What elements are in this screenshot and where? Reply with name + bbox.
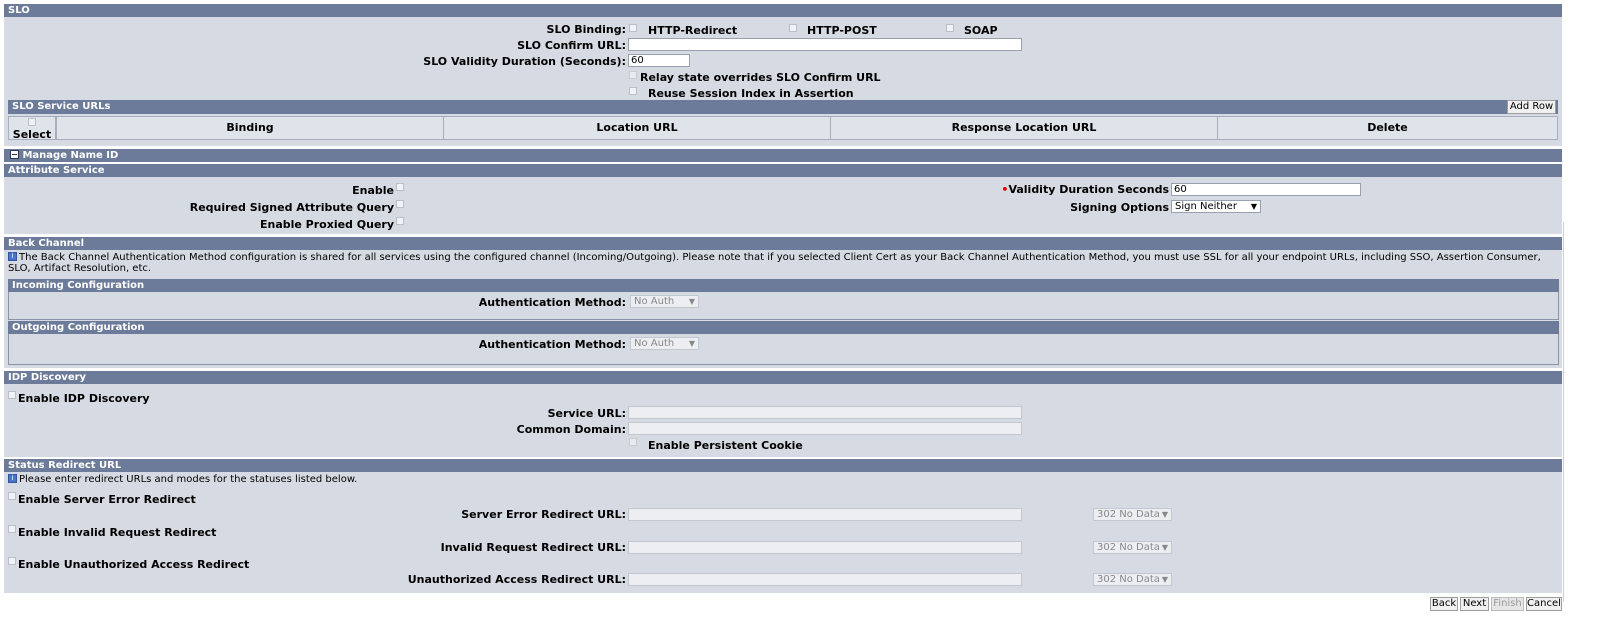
col-binding: Binding (56, 116, 444, 140)
relay-state-label: Relay state overrides SLO Confirm URL (640, 71, 881, 84)
soap-label: SOAP (964, 24, 998, 37)
next-button[interactable]: Next (1460, 597, 1489, 611)
chevron-down-icon: ▼ (688, 297, 695, 306)
unauthorized-access-mode-value: 302 No Data (1097, 574, 1160, 585)
unauthorized-access-mode-select[interactable] (1093, 573, 1172, 586)
info-icon: i (8, 474, 17, 483)
slo-validity-label: SLO Validity Duration (Seconds): (423, 55, 626, 68)
server-error-url-label: Server Error Redirect URL: (461, 508, 626, 521)
required-marker: • (1001, 183, 1009, 196)
invalid-request-url-input[interactable] (628, 541, 1022, 554)
http-redirect-checkbox[interactable] (629, 24, 637, 32)
service-url-input[interactable] (628, 406, 1022, 419)
unauthorized-access-url-input[interactable] (628, 573, 1022, 586)
chevron-down-icon: ▼ (1161, 575, 1168, 584)
server-error-mode-value: 302 No Data (1097, 509, 1160, 520)
status-redirect-header: Status Redirect URL (4, 459, 1562, 472)
enable-idp-discovery-checkbox[interactable] (8, 391, 16, 399)
persistent-cookie-label: Enable Persistent Cookie (648, 439, 803, 452)
outgoing-config-header: Outgoing Configuration (8, 321, 1559, 334)
manage-name-id-header[interactable] (4, 149, 1562, 162)
collapse-icon[interactable] (10, 150, 19, 159)
unauthorized-access-enable-label: Enable Unauthorized Access Redirect (18, 558, 250, 571)
chevron-down-icon: ▼ (1250, 202, 1257, 211)
server-error-url-input[interactable] (628, 508, 1022, 521)
http-post-checkbox[interactable] (789, 24, 797, 32)
attr-enable-checkbox[interactable] (396, 183, 404, 191)
unauthorized-access-checkbox[interactable] (8, 557, 16, 565)
server-error-mode-select[interactable] (1093, 508, 1172, 521)
signing-options-value: Sign Neither (1175, 201, 1237, 212)
outgoing-auth-value: No Auth (634, 338, 675, 349)
back-channel-info: The Back Channel Authentication Method configuration is shared for all services using the configured channel (Incoming/Outgoing). Please note that if you selected Client Cert as your Back Channel Authentication Method, you must use SSL for all your endpoint URLs, including SSO, Assertion Consumer, SLO, Artifact Resolution, etc. (8, 252, 1541, 274)
scrollbar-track[interactable] (1563, 222, 1564, 602)
outgoing-auth-select[interactable] (630, 337, 699, 350)
col-select (8, 116, 56, 140)
manage-name-id-title: Manage Name ID (22, 150, 119, 161)
http-redirect-label: HTTP-Redirect (648, 24, 738, 37)
incoming-config-header: Incoming Configuration (8, 279, 1559, 292)
attr-validity-label (960, 183, 1169, 196)
signing-options-label: Signing Options (1070, 201, 1169, 214)
invalid-request-mode-value: 302 No Data (1097, 542, 1160, 553)
outgoing-auth-label: Authentication Method: (478, 338, 626, 351)
enable-proxied-checkbox[interactable] (396, 217, 404, 225)
chevron-down-icon: ▼ (1161, 543, 1168, 552)
server-error-enable-label: Enable Server Error Redirect (18, 493, 196, 506)
signing-options-select[interactable] (1171, 200, 1261, 213)
col-select-label: Select (12, 128, 52, 141)
attribute-service-header: Attribute Service (4, 164, 1562, 177)
col-delete: Delete (1217, 116, 1558, 140)
common-domain-input[interactable] (628, 422, 1022, 435)
invalid-request-enable-label: Enable Invalid Request Redirect (18, 526, 217, 539)
required-signed-checkbox[interactable] (396, 200, 404, 208)
slo-validity-input[interactable]: 60 (628, 54, 690, 67)
slo-service-urls-header (8, 100, 1558, 114)
add-row-button[interactable]: Add Row (1507, 100, 1556, 114)
enable-proxied-label: Enable Proxied Query (259, 218, 394, 231)
reuse-session-label: Reuse Session Index in Assertion (648, 87, 854, 100)
col-response-location-url: Response Location URL (830, 116, 1218, 140)
enable-idp-discovery-label: Enable IDP Discovery (18, 392, 150, 405)
invalid-request-mode-select[interactable] (1093, 541, 1172, 554)
slo-header: SLO (4, 4, 1562, 17)
service-url-label: Service URL: (547, 407, 626, 420)
chevron-down-icon: ▼ (1161, 510, 1168, 519)
attr-enable-label: Enable (352, 184, 394, 197)
incoming-auth-select[interactable] (630, 295, 699, 308)
incoming-auth-value: No Auth (634, 296, 675, 307)
attr-validity-text: Validity Duration Seconds (1008, 183, 1169, 196)
relay-state-checkbox[interactable] (629, 71, 637, 79)
required-signed-label: Required Signed Attribute Query (189, 201, 394, 214)
back-button[interactable]: Back (1431, 598, 1457, 609)
incoming-auth-label: Authentication Method: (478, 296, 626, 309)
attr-validity-input[interactable]: 60 (1171, 183, 1361, 196)
chevron-down-icon: ▼ (688, 339, 695, 348)
finish-button[interactable]: Finish (1491, 597, 1524, 611)
reuse-session-checkbox[interactable] (629, 87, 637, 95)
back-channel-header: Back Channel (4, 237, 1562, 250)
server-error-checkbox[interactable] (8, 492, 16, 500)
idp-discovery-header: IDP Discovery (4, 371, 1562, 384)
slo-confirm-url-label: SLO Confirm URL: (517, 39, 626, 52)
invalid-request-checkbox[interactable] (8, 525, 16, 533)
common-domain-label: Common Domain: (516, 423, 626, 436)
cancel-button[interactable]: Cancel (1527, 598, 1561, 609)
slo-confirm-url-input[interactable] (628, 38, 1022, 51)
persistent-cookie-checkbox[interactable] (629, 438, 637, 446)
slo-service-urls-title: SLO Service URLs (12, 101, 111, 112)
status-redirect-info: Please enter redirect URLs and modes for the statuses listed below. (19, 474, 358, 485)
col-location-url: Location URL (443, 116, 831, 140)
slo-binding-label: SLO Binding: (546, 23, 626, 36)
soap-checkbox[interactable] (946, 24, 954, 32)
select-all-checkbox[interactable] (28, 118, 36, 126)
info-icon: i (8, 252, 17, 261)
unauthorized-access-url-label: Unauthorized Access Redirect URL: (407, 573, 626, 586)
invalid-request-url-label: Invalid Request Redirect URL: (440, 541, 626, 554)
http-post-label: HTTP-POST (807, 24, 877, 37)
